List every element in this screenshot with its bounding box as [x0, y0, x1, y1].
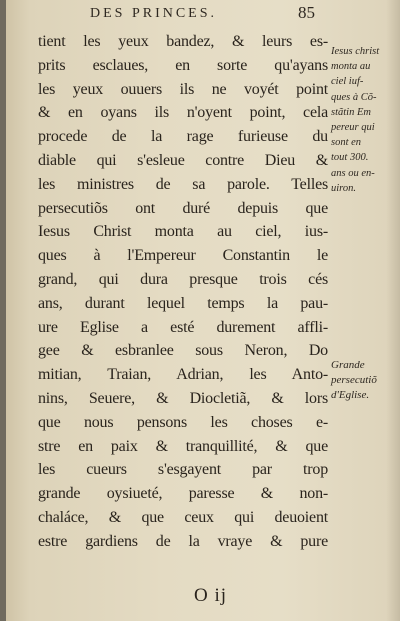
text-line: les cueurs s'esgayent par trop [38, 461, 328, 479]
margin-note-line: stãtin Em [331, 106, 371, 118]
text-line: procede de la rage furieuse du [38, 128, 328, 146]
text-line: persecutiõs ont duré depuis que [38, 199, 328, 217]
text-line: ans, durant lequel temps la pau- [38, 294, 328, 312]
text-line: estre gardiens de la vraye & pure [38, 532, 328, 550]
margin-note-line: pereur qui [331, 122, 375, 134]
page-header [6, 2, 400, 24]
signature-mark: O ij [194, 585, 228, 606]
text-line: les yeux ouuers ils ne voyét point [38, 80, 328, 98]
margin-note-line: sont en [331, 137, 362, 149]
text-line: Iesus Christ monta au ciel, ius- [38, 223, 328, 241]
margin-note-line: persecutiõ [331, 374, 377, 386]
margin-note-line: ans ou en- [331, 167, 375, 179]
margin-note-line: uiron. [331, 182, 356, 194]
text-line: que nous pensons les choses e- [38, 413, 328, 431]
text-line: ques à l'Empereur Constantin le [38, 247, 328, 265]
text-line: grande oysiueté, paresse & non- [38, 485, 328, 503]
text-line: prits esclaues, en sorte qu'ayans [38, 56, 328, 74]
text-line: chaláce, & que ceux qui deuoient [38, 508, 328, 526]
margin-note-line: Grande [331, 359, 365, 371]
text-line: grand, qui dura presque trois cés [38, 270, 328, 288]
margin-note-line: Iesus christ [331, 46, 380, 57]
text-line: & en oyans ils n'oyent point, cela [38, 104, 328, 122]
text-line: tient les yeux bandez, & leurs es- [38, 33, 328, 50]
margin-note-line: ques à Cõ- [331, 91, 377, 103]
text-line: mitian, Traian, Adrian, les Anto- [38, 366, 328, 384]
text-line: diable qui s'esleue contre Dieu & [38, 151, 328, 169]
margin-note-line: d'Eglise. [331, 389, 370, 401]
page-edge-shadow [386, 0, 400, 621]
book-page [6, 0, 400, 621]
body-text [38, 30, 328, 554]
page-number: 85 [298, 3, 315, 22]
text-line: gee & esbranlee sous Neron, Do [38, 342, 328, 360]
text-line: nins, Seuere, & Diocletiã, & lors [38, 389, 328, 407]
margin-note-line: monta au [331, 61, 371, 73]
text-line: les ministres de sa parole. Telles [38, 175, 328, 193]
margin-note-line: ciel iuf- [331, 76, 364, 88]
text-line: ure Eglise a esté durement affli- [38, 318, 328, 336]
running-head: DES PRINCES. [90, 6, 218, 21]
text-line: stre en paix & tranquillité, & que [38, 437, 328, 455]
margin-note-line: tout 300. [331, 152, 369, 164]
